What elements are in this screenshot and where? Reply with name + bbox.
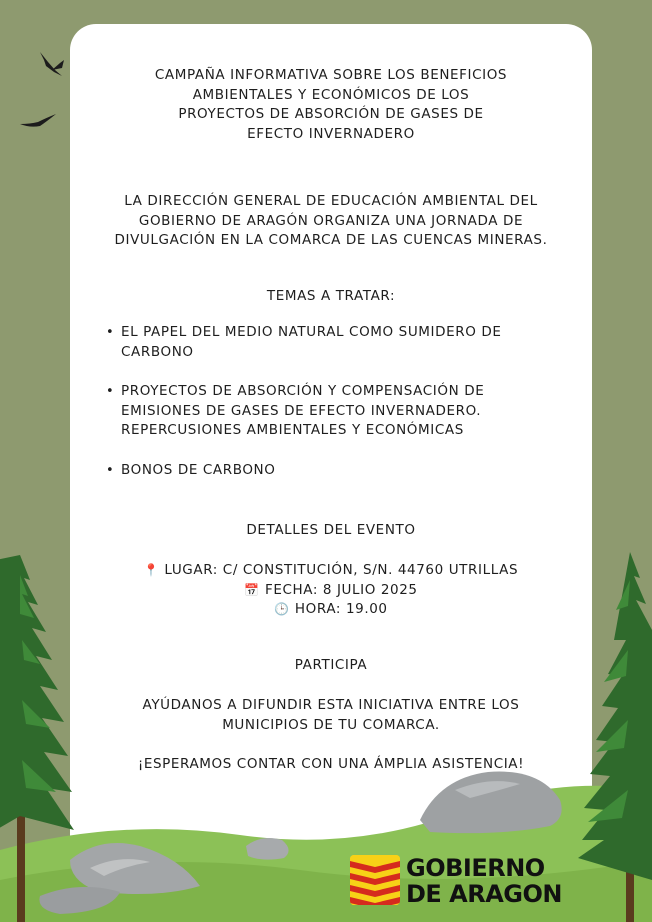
call-line: MUNICIPIOS DE TU COMARCA. (222, 716, 440, 733)
gobierno-aragon-logo (348, 852, 572, 910)
call-line: AYÚDANOS A DIFUNDIR ESTA INICIATIVA ENTRE LOS (142, 697, 520, 713)
bullet: • (106, 384, 115, 399)
topic-line: CARBONO (121, 343, 194, 360)
participa-heading: PARTICIPA (294, 657, 368, 673)
intro-line: LA DIRECCIÓN GENERAL DE EDUCACIÓN AMBIENTAL DEL (124, 193, 538, 209)
topic-line: EMISIONES DE GASES DE EFECTO INVERNADERO. (121, 402, 482, 419)
bullet: • (106, 462, 115, 478)
title-line: AMBIENTALES Y ECONÓMICOS DE LOS (192, 86, 470, 103)
intro-line: GOBIERNO DE ARAGÓN ORGANIZA UNA JORNADA DE (138, 212, 524, 229)
clock-icon: 🕒 (274, 602, 290, 616)
topics-list (102, 323, 542, 500)
topics-heading: TEMAS A TRATAR: (266, 288, 396, 304)
page-title (70, 66, 592, 144)
details-heading: DETALLES DEL EVENTO (246, 522, 416, 538)
logo-line-2: DE ARAGON (406, 880, 562, 908)
detail-location (70, 561, 592, 581)
detail-time (70, 600, 592, 620)
logo-line-1: GOBIERNO (406, 854, 545, 882)
event-details (70, 561, 592, 620)
closing-text: ¡ESPERAMOS CONTAR CON UNA ÁMPLIA ASISTENCIA! (137, 756, 525, 772)
list-item (102, 382, 542, 441)
title-line: CAMPAÑA INFORMATIVA SOBRE LOS BENEFICIOS (154, 67, 508, 83)
intro-line: DIVULGACIÓN EN LA COMARCA DE LAS CUENCAS MINERAS. (114, 232, 548, 248)
list-item (102, 323, 542, 362)
aragon-flag-icon (350, 855, 400, 905)
time-text: HORA: 19.00 (294, 601, 388, 617)
detail-date (70, 581, 592, 601)
calendar-icon: 📅 (244, 582, 260, 597)
topic-line: EL PAPEL DEL MEDIO NATURAL COMO SUMIDERO DE (121, 324, 502, 340)
title-line: PROYECTOS DE ABSORCIÓN DE GASES DE (178, 106, 484, 122)
intro-paragraph (70, 192, 592, 251)
title-line: EFECTO INVERNADERO (247, 125, 415, 142)
location-text: LUGAR: C/ CONSTITUCIÓN, S/N. 44760 UTRILLAS (164, 562, 519, 578)
call-to-action (70, 696, 592, 735)
topic-line: REPERCUSIONES AMBIENTALES Y ECONÓMICAS (121, 422, 464, 438)
topic-line: BONOS DE CARBONO (121, 461, 276, 478)
topic-line: PROYECTOS DE ABSORCIÓN Y COMPENSACIÓN DE (121, 383, 485, 399)
date-text: FECHA: 8 JULIO 2025 (264, 581, 418, 598)
bullet: • (106, 325, 115, 340)
list-item (102, 461, 542, 481)
location-pin-icon: 📍 (143, 563, 160, 577)
